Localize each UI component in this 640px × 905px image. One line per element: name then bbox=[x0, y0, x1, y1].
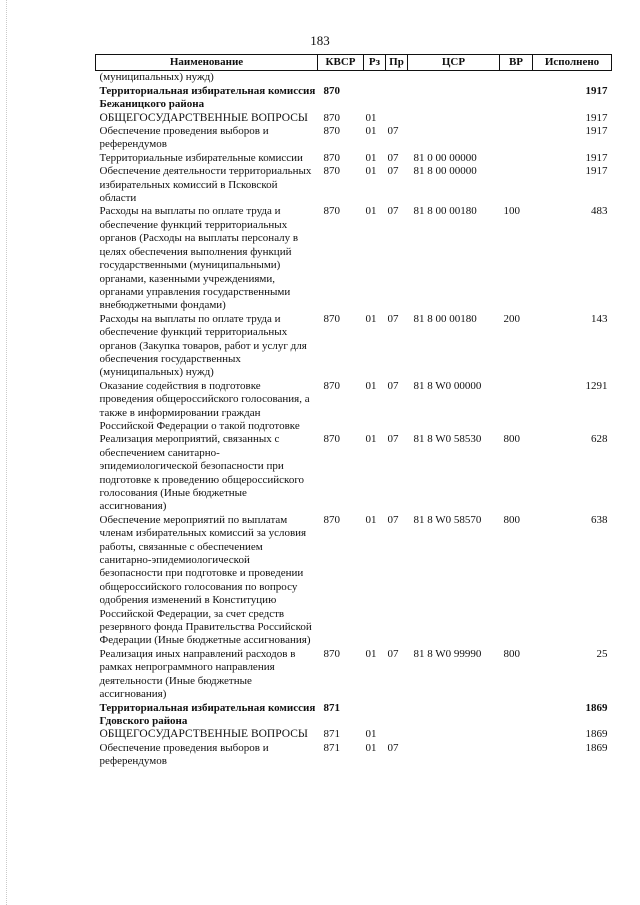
table-row bbox=[96, 702, 612, 729]
cell-kvsr: 870 bbox=[323, 433, 340, 446]
cell-rz: 01 bbox=[365, 151, 377, 164]
cell-kvsr: 870 bbox=[323, 151, 340, 164]
header-rz: Рз bbox=[364, 55, 386, 71]
table-row bbox=[96, 125, 612, 152]
cell-rz: 01 bbox=[365, 165, 377, 178]
cell-kvsr: 870 bbox=[323, 125, 340, 138]
cell-csr: 81 8 W0 99990 bbox=[413, 647, 482, 660]
cell-name: Обеспечение мероприятий по выплатам членам избирательных комиссий за условия работы, связанные с обеспечением санитарно-эпидемиологической безопасности при подготовке и проведении общероссийского голосования по вопросу одобрения изменений в Конституцию Российской Федерации, за счет средств резервного фонда Правительства Российской Федерации (Иные бюджетные ассигнования) bbox=[99, 513, 312, 647]
cell-pr: 07 bbox=[387, 125, 399, 138]
cell-sum: 1291 bbox=[585, 379, 608, 392]
table-row bbox=[96, 742, 612, 769]
cell-name: Обеспечение проведения выборов и референдумов bbox=[99, 125, 269, 151]
cell-kvsr: 870 bbox=[323, 84, 340, 97]
cell-rz: 01 bbox=[365, 205, 377, 218]
cell-rz bbox=[364, 71, 386, 85]
cell-vr bbox=[500, 165, 533, 205]
cell-name: Обеспечение проведения выборов и референдумов bbox=[99, 741, 269, 768]
header-vr: ВР bbox=[500, 55, 533, 71]
cell-name: Реализация мероприятий, связанных с обеспечением санитарно-эпидемиологической безопасности при подготовке к проведению общероссийского голосования (Иные бюджетные ассигнования) bbox=[99, 433, 305, 513]
cell-pr: 07 bbox=[387, 513, 399, 526]
cell-rz: 01 bbox=[365, 379, 377, 392]
cell-name: ОБЩЕГОСУДАРСТВЕННЫЕ ВОПРОСЫ bbox=[99, 111, 308, 124]
cell-kvsr: 870 bbox=[323, 647, 340, 660]
cell-sum: 483 bbox=[591, 205, 608, 218]
cell-csr: 81 8 W0 58530 bbox=[413, 433, 482, 446]
table-row bbox=[96, 165, 612, 205]
cell-sum: 638 bbox=[591, 513, 608, 526]
cell-pr: 07 bbox=[387, 165, 399, 178]
cell-sum: 1917 bbox=[585, 84, 608, 97]
cell-sum: 1917 bbox=[585, 111, 608, 124]
cell-pr bbox=[386, 85, 408, 112]
cell-csr: 81 8 00 00180 bbox=[413, 205, 477, 218]
cell-csr: 81 8 W0 58570 bbox=[413, 513, 482, 526]
cell-sum: 1917 bbox=[585, 151, 608, 164]
table-row bbox=[96, 380, 612, 434]
cell-rz: 01 bbox=[365, 312, 377, 325]
cell-rz: 01 bbox=[365, 125, 377, 138]
cell-sum: 1917 bbox=[585, 165, 608, 178]
scan-edge-artifact bbox=[6, 0, 8, 905]
cell-kvsr: 870 bbox=[323, 165, 340, 178]
cell-sum: 1869 bbox=[585, 728, 608, 741]
cell-sum: 1869 bbox=[585, 741, 608, 754]
cell-sum: 1869 bbox=[585, 701, 608, 714]
cell-rz: 01 bbox=[365, 647, 377, 660]
cell-csr bbox=[408, 112, 500, 125]
cell-kvsr: 871 bbox=[323, 741, 340, 754]
cell-vr: 800 bbox=[503, 647, 520, 660]
table-row bbox=[96, 205, 612, 312]
cell-csr bbox=[408, 742, 500, 769]
cell-rz bbox=[364, 702, 386, 729]
cell-name: Территориальные избирательные комиссии bbox=[99, 151, 303, 164]
cell-name: Обеспечение деятельности территориальных избирательных комиссий в Псковской области bbox=[99, 165, 312, 205]
cell-sum: 628 bbox=[591, 433, 608, 446]
cell-vr bbox=[500, 125, 533, 152]
table-row bbox=[96, 112, 612, 125]
cell-pr: 07 bbox=[387, 741, 399, 754]
table-header bbox=[96, 55, 612, 71]
cell-pr bbox=[386, 728, 408, 741]
cell-csr: 81 8 00 00180 bbox=[413, 312, 477, 325]
cell-name: Территориальная избирательная комиссия Бежаницкого района bbox=[99, 84, 316, 111]
cell-vr bbox=[500, 71, 533, 85]
cell-pr bbox=[386, 112, 408, 125]
header-pr: Пр bbox=[386, 55, 408, 71]
cell-csr bbox=[408, 702, 500, 729]
cell-vr bbox=[500, 85, 533, 112]
cell-rz: 01 bbox=[365, 111, 377, 124]
cell-kvsr: 871 bbox=[323, 728, 340, 741]
cell-pr: 07 bbox=[387, 379, 399, 392]
cell-rz: 01 bbox=[365, 741, 377, 754]
cell-csr bbox=[408, 85, 500, 112]
cell-pr: 07 bbox=[387, 647, 399, 660]
cell-csr bbox=[408, 728, 500, 741]
header-name: Наименование bbox=[96, 55, 318, 71]
cell-sum bbox=[533, 71, 612, 85]
cell-csr: 81 8 00 00000 bbox=[413, 165, 477, 178]
cell-name: Расходы на выплаты по оплате труда и обеспечение функций территориальных органов (Закупка товаров, работ и услуг для обеспечения государственных (муниципальных) нужд) bbox=[99, 312, 307, 379]
cell-pr: 07 bbox=[387, 151, 399, 164]
cell-name: (муниципальных) нужд) bbox=[99, 71, 214, 84]
cell-rz: 01 bbox=[365, 433, 377, 446]
cell-sum: 25 bbox=[596, 647, 608, 660]
cell-csr bbox=[408, 71, 500, 85]
table-body bbox=[96, 71, 612, 769]
cell-kvsr: 870 bbox=[323, 205, 340, 218]
cell-pr bbox=[386, 71, 408, 85]
cell-name: Оказание содействия в подготовке проведения общероссийского голосования, а также в информировании граждан Российской Федерации о такой подготовке bbox=[99, 379, 310, 432]
page-number: 183 bbox=[310, 33, 330, 48]
cell-rz bbox=[364, 85, 386, 112]
cell-pr bbox=[386, 702, 408, 729]
table-row bbox=[96, 313, 612, 380]
cell-kvsr: 870 bbox=[323, 111, 340, 124]
table-row bbox=[96, 648, 612, 702]
cell-rz: 01 bbox=[365, 513, 377, 526]
cell-kvsr: 870 bbox=[323, 379, 340, 392]
table-row bbox=[96, 152, 612, 165]
header-sum: Исполнено bbox=[533, 55, 612, 71]
cell-vr bbox=[500, 728, 533, 741]
table-row bbox=[96, 728, 612, 741]
table-row bbox=[96, 71, 612, 85]
header-csr: ЦСР bbox=[408, 55, 500, 71]
table-row bbox=[96, 85, 612, 112]
cell-kvsr: 871 bbox=[323, 701, 340, 714]
cell-vr bbox=[500, 380, 533, 434]
cell-vr: 200 bbox=[503, 312, 520, 325]
cell-vr: 100 bbox=[503, 205, 520, 218]
cell-pr: 07 bbox=[387, 433, 399, 446]
cell-kvsr: 870 bbox=[323, 312, 340, 325]
cell-pr: 07 bbox=[387, 312, 399, 325]
table-row bbox=[96, 514, 612, 648]
cell-sum: 1917 bbox=[585, 125, 608, 138]
cell-vr bbox=[500, 112, 533, 125]
cell-sum: 143 bbox=[591, 312, 608, 325]
cell-pr: 07 bbox=[387, 205, 399, 218]
cell-csr: 81 8 W0 00000 bbox=[413, 379, 482, 392]
header-row bbox=[96, 55, 612, 71]
cell-vr bbox=[500, 702, 533, 729]
cell-csr bbox=[408, 125, 500, 152]
header-kvsr: КВСР bbox=[318, 55, 364, 71]
cell-kvsr: 870 bbox=[323, 513, 340, 526]
cell-kvsr bbox=[318, 71, 364, 85]
cell-rz: 01 bbox=[365, 728, 377, 741]
cell-name: Территориальная избирательная комиссия Гдовского района bbox=[99, 701, 316, 727]
cell-vr bbox=[500, 152, 533, 165]
cell-name: ОБЩЕГОСУДАРСТВЕННЫЕ ВОПРОСЫ bbox=[99, 728, 308, 741]
cell-name: Реализация иных направлений расходов в рамках непрограммного направления деятельности (Иные бюджетные ассигнования) bbox=[99, 647, 296, 701]
budget-execution-table bbox=[95, 54, 612, 769]
cell-vr: 800 bbox=[503, 433, 520, 446]
cell-vr bbox=[500, 742, 533, 769]
cell-csr: 81 0 00 00000 bbox=[413, 151, 477, 164]
table-row bbox=[96, 433, 612, 513]
cell-vr: 800 bbox=[503, 513, 520, 526]
cell-name: Расходы на выплаты по оплате труда и обеспечение функций территориальных органов (Расходы на выплаты персоналу в целях обеспечения выполнения функций государственными (муниципальными) органами, казенными учреждениями, органами управления государственными внебюджетными фондами) bbox=[99, 205, 299, 312]
